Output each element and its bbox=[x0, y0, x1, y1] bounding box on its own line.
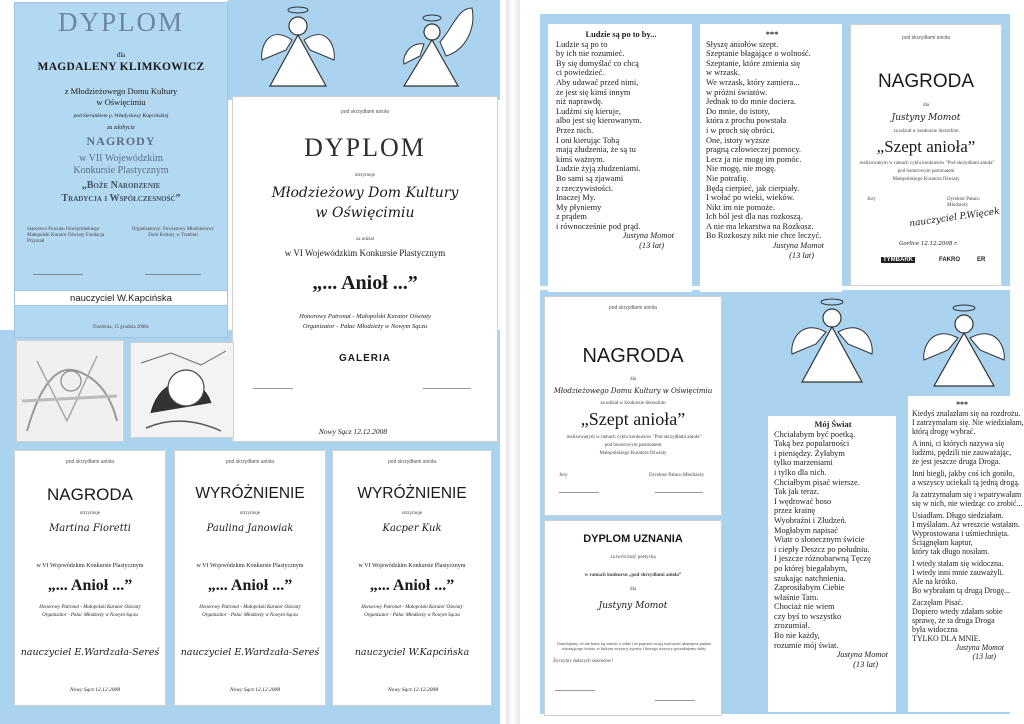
diploma-main-award: NAGRODY bbox=[86, 134, 156, 148]
small-award-1 bbox=[14, 450, 166, 706]
award-mid-line-c: Małopolskiego Kuratora Oświaty bbox=[599, 451, 667, 456]
poem-line: Inni biegli, jakby coś ich goniło, bbox=[912, 469, 1015, 478]
diploma-main-theme-2: Tradycja i Współczesność” bbox=[61, 193, 181, 204]
small-award-1-competition: w VI Wojewódzkim Konkursie Plastycznym bbox=[36, 563, 144, 569]
poem-line: A nie ma lekarstwa na Rozkosz. bbox=[706, 221, 814, 231]
diploma-main-name: MAGDALENY KLIMKOWICZ bbox=[37, 61, 205, 73]
poem-line: w próżni światów. bbox=[706, 87, 768, 97]
poem-4-age: (13 lat) bbox=[972, 652, 996, 661]
small-award-1-title: NAGRODA bbox=[47, 485, 133, 504]
award-top-title: NAGRODA bbox=[877, 71, 975, 92]
poem-1-age: (13 lat) bbox=[639, 241, 664, 251]
signature bbox=[33, 265, 83, 275]
award-top-line-a: realizowanym w ramach cyklu konkursów "Pod skrzydłami anioła" bbox=[859, 161, 995, 166]
poem-line: właśnie Tam. bbox=[774, 592, 819, 602]
award-mid-line-a: realizowanym w ramach cyklu konkursów "Pod skrzydłami anioła" bbox=[566, 435, 702, 440]
poem-line: zrozumiał. bbox=[774, 621, 810, 631]
poem-line: Nie mogę, nie mogę. bbox=[706, 164, 777, 174]
diploma-recognition-name: Justyny Momot bbox=[598, 601, 668, 611]
poem-1 bbox=[548, 24, 692, 292]
poem-line: z prądem bbox=[556, 212, 587, 222]
small-award-1-awarded: otrzymuje bbox=[79, 511, 101, 516]
poem-line: Taką bez popularności bbox=[774, 439, 850, 449]
poem-line: I wędrować boso bbox=[774, 496, 832, 506]
award-top-participation: za udział w konkursie literackim bbox=[893, 129, 959, 134]
poem-line: Kiedyś znalazłam się na rozdrożu. bbox=[912, 409, 1021, 418]
poem-line: Wyobraźni i Złudzeń. bbox=[774, 515, 847, 525]
poem-2-age: (13 lat) bbox=[789, 250, 814, 260]
poem-line: pragną człowieczej pomocy. bbox=[706, 145, 802, 155]
signature bbox=[253, 379, 293, 389]
small-award-2-date: Nowy Sącz 12.12.2008 bbox=[229, 687, 281, 693]
logo-pod-skrzydlami: pod skrzydłami anioła bbox=[608, 305, 658, 311]
poem-3-title: Mój Świat bbox=[814, 420, 852, 429]
poem-line: Ja zatrzymałam się i wpatrywałam bbox=[912, 490, 1022, 499]
artwork-sketch-1 bbox=[16, 340, 124, 442]
diploma-mdk-competition: w VI Wojewódzkim Konkursie Plastycznym bbox=[284, 248, 446, 258]
poem-line: I jeszcze różnobarwną Tęczę bbox=[774, 554, 871, 564]
logo-pod-skrzydlami: pod skrzydłami anioła bbox=[340, 109, 390, 115]
award-mid-name: Młodzieżowego Domu Kultury w Oświęcimiu bbox=[553, 387, 713, 395]
angel-icon bbox=[786, 296, 878, 388]
poem-line: niż naprawdę. bbox=[556, 97, 603, 107]
poem-line: Szeptanie błagające o wolność. bbox=[706, 49, 811, 59]
small-award-1-name: Martina Fioretti bbox=[49, 523, 131, 534]
award-mid-theme: „Szept anioła” bbox=[580, 409, 686, 429]
award-mid bbox=[544, 296, 722, 516]
poem-line: ci powiedzieć. bbox=[556, 68, 605, 78]
poem-line: Bo nie każdy, bbox=[774, 631, 820, 641]
diploma-mdk-patron: Honorowy Patronat - Małopolski Kurator Oświaty bbox=[299, 313, 431, 320]
poem-line: Bo Rozkoszy nikt nie chce leczyć. bbox=[706, 231, 822, 241]
poem-4-body bbox=[912, 409, 1024, 643]
poem-line: po której biegałabym, bbox=[774, 563, 848, 573]
poem-line: albo jest się kierowanym. bbox=[556, 116, 642, 126]
sponsor-logo: ER bbox=[977, 257, 986, 263]
poem-line: I wtedy stałam się widoczna. bbox=[912, 559, 1004, 568]
poem-line: Dopiero wtedy zdałam sobie bbox=[912, 607, 1003, 616]
diploma-main-theme-1: „Boże Narodzenie bbox=[81, 180, 161, 191]
diploma-mdk-participation: za udział bbox=[356, 237, 374, 242]
small-award-3-organizer: Organizator - Pałac Młodzieży w Nowym Sączu bbox=[364, 613, 460, 618]
small-award-1-patron: Honorowy Patronat - Małopolski Kurator Oświaty bbox=[39, 605, 141, 610]
poem-line: którą drogę wybrać. bbox=[912, 427, 976, 436]
poem-3-body bbox=[774, 430, 892, 651]
small-award-2-patron: Honorowy Patronat - Małopolski Kurator Oświaty bbox=[199, 605, 301, 610]
poem-line: Chciałbym pisać wiersze. bbox=[774, 477, 860, 487]
small-award-3-theme: „... Anioł ...” bbox=[369, 577, 455, 594]
poem-line: By się domyślać co chcą bbox=[556, 58, 639, 68]
poem-line: Usiadłam. Długo siedziałam. bbox=[912, 511, 1004, 520]
poem-1-author: Justyna Momot bbox=[622, 231, 674, 241]
diploma-recognition-line-1: za twórczość poetycką bbox=[610, 555, 656, 560]
page-fold bbox=[506, 0, 520, 724]
poem-line: Aby udawać przed nimi, bbox=[556, 77, 639, 87]
diploma-main-teacher: nauczyciel W.Kapcińska bbox=[15, 290, 227, 306]
poem-3-age: (13 lat) bbox=[853, 659, 878, 669]
poem-line: Zaczęłam Pisać. bbox=[912, 598, 964, 607]
diploma-main-organizers-left: Starostwo Powiatu Oświęcimskiego Małopolski Kurator Oświaty Fundacja Przystań bbox=[27, 227, 105, 244]
logo-pod-skrzydlami: pod skrzydłami anioła bbox=[901, 35, 951, 41]
diploma-main-date: Trzebinia, 15 grudnia 2008r. bbox=[92, 325, 150, 330]
award-top-line-b: pod honorowym patronatem bbox=[897, 169, 955, 174]
signature bbox=[559, 483, 599, 493]
small-award-2-awarded: otrzymuje bbox=[239, 511, 261, 516]
signature bbox=[655, 483, 703, 493]
small-award-2-competition: w VI Wojewódzkim Konkursie Plastycznym bbox=[196, 563, 304, 569]
signature bbox=[555, 681, 595, 691]
award-top-date: Gorlice 12.12.2008 r. bbox=[899, 241, 958, 247]
poem-line: TYLKO DLA MNIE. bbox=[912, 634, 981, 643]
poem-line: I oni kierując Tobą bbox=[556, 135, 620, 145]
gallery-logo: GALERIA bbox=[339, 353, 391, 364]
diploma-recognition-line-3: dla bbox=[629, 587, 637, 592]
poem-line: rozumie mój świat. bbox=[774, 640, 839, 650]
diploma-mdk-theme: „... Anioł ...” bbox=[312, 272, 418, 294]
small-award-3-teacher: nauczyciel W.Kapcińska bbox=[354, 647, 470, 658]
award-top-director: Dyrektor Pałacu Młodzieży bbox=[947, 197, 980, 208]
poem-line: Wiatr o słonecznym świcie bbox=[774, 535, 865, 545]
poem-1-title: Ludzie są po to by... bbox=[585, 30, 657, 39]
poem-line: Ale na krótko. bbox=[912, 577, 958, 586]
poem-line: czy byś to wszystko bbox=[774, 611, 842, 621]
small-award-1-teacher: nauczyciel E.Wardzała-Sereś bbox=[20, 647, 160, 658]
poem-2-title: *** bbox=[765, 30, 779, 39]
angel-icon bbox=[258, 4, 338, 90]
poem-line: w wrzask. bbox=[706, 68, 740, 78]
poem-line: że jest jeszcze druga Droga. bbox=[912, 457, 1001, 466]
poem-line: i w proch się obróci. bbox=[706, 125, 775, 135]
poem-line: Wyprostowana i uśmiechnięta. bbox=[912, 529, 1010, 538]
poem-line: mają złudzenia, że są tu bbox=[556, 145, 636, 155]
poem-4-title: *** bbox=[956, 400, 968, 409]
diploma-mdk-title: DYPLOM bbox=[304, 133, 426, 162]
poem-line: I myślałam. Aż wreszcie wstałam. bbox=[912, 520, 1020, 529]
poem-line: Będą cierpieć, jak cierpiały. bbox=[706, 183, 800, 193]
award-top-name: Justyny Momot bbox=[891, 113, 961, 123]
award-top-jury: Jury bbox=[867, 197, 876, 202]
small-award-3-date: Nowy Sącz 12.12.2008 bbox=[387, 687, 439, 693]
diploma-main-competition-1: w VII Wojewódzkim bbox=[79, 153, 163, 164]
poem-line: kimś ważnym. bbox=[556, 154, 605, 164]
award-top bbox=[850, 24, 1002, 286]
award-mid-director: Dyrektor Pałacu Młodzieży bbox=[649, 473, 705, 478]
diploma-mdk-recipient-2: w Oświęcimiu bbox=[315, 205, 415, 221]
logo-pod-skrzydlami: pod skrzydłami anioła bbox=[65, 459, 115, 465]
poem-line: która z prochu powstała bbox=[706, 116, 787, 126]
award-top-for: dla bbox=[922, 103, 930, 108]
diploma-mdk-awarded: otrzymuje bbox=[354, 173, 376, 178]
poem-line: i tylko dla nich. bbox=[774, 467, 827, 477]
diploma-main-for-winning: za zdobycie bbox=[107, 125, 135, 131]
diploma-main-organizers-right: Organizatorzy: Powiatowy Młodzieżowy Dom Kultury w Trzebini bbox=[131, 227, 215, 238]
poem-line: Inaczej My. bbox=[556, 193, 596, 203]
diploma-main bbox=[14, 2, 228, 338]
angel-icon bbox=[396, 4, 480, 90]
poem-line: My płyniemy bbox=[556, 202, 602, 212]
sponsor-logo: FAKRO bbox=[939, 257, 960, 263]
logo-pod-skrzydlami: pod skrzydłami anioła bbox=[225, 459, 275, 465]
poem-line: z rzeczywistości. bbox=[556, 183, 614, 193]
poem-line: była widoczna bbox=[912, 625, 958, 634]
poem-4 bbox=[908, 396, 1024, 712]
poem-2-author: Justyna Momot bbox=[772, 241, 824, 251]
poem-line: Ściągnęłam kaptur, bbox=[912, 538, 973, 547]
poem-3 bbox=[768, 416, 896, 712]
poem-1-body bbox=[556, 40, 686, 232]
poem-line: Chciałabym być poetką. bbox=[774, 429, 856, 439]
poem-2 bbox=[700, 24, 842, 292]
poem-line: Ludźmi się kieruje, bbox=[556, 106, 621, 116]
poem-line: A inni, ci których nazywa się bbox=[912, 439, 1005, 448]
poem-line: Bo wybrałam tą drugą Drogę... bbox=[912, 586, 1010, 595]
poem-line: się w nich, nie wiedząc co zrobić... bbox=[912, 499, 1023, 508]
small-award-3-patron: Honorowy Patronat - Małopolski Kurator Oświaty bbox=[361, 605, 463, 610]
poem-line: Ludzie żyją złudzeniami. bbox=[556, 164, 641, 174]
poem-3-author: Justyna Momot bbox=[836, 650, 888, 660]
poem-line: We wrzask, który zamiera... bbox=[706, 77, 800, 87]
poem-line: sprawę, że ta druga Droga bbox=[912, 616, 995, 625]
artwork-sketch-2 bbox=[130, 342, 234, 438]
poem-line: I wtedy inni mnie zauważyli. bbox=[912, 568, 1004, 577]
poem-line: Chociaż nie wiem bbox=[774, 602, 835, 612]
award-top-theme: „Szept anioła” bbox=[876, 137, 976, 156]
award-mid-line-b: pod honorowym patronatem bbox=[604, 443, 662, 448]
diploma-mdk-organizer: Organizator - Pałac Młodzieży w Nowym Sączu bbox=[302, 323, 428, 330]
poem-line: ludźmi, pędzili nie zauważając, bbox=[912, 448, 1012, 457]
poem-line: Lecz ja nie mogę im pomóc. bbox=[706, 154, 802, 164]
poem-line: i ciepły Deszcz po południu. bbox=[774, 544, 870, 554]
small-award-3-name: Kacper Kuk bbox=[382, 523, 442, 534]
angel-icon bbox=[918, 300, 1010, 392]
poem-line: Nie potrafię. bbox=[706, 173, 749, 183]
diploma-mdk-date: Nowy Sącz 12.12.2008 bbox=[318, 427, 388, 436]
small-award-3 bbox=[332, 450, 492, 706]
diploma-main-for: dla bbox=[116, 51, 126, 59]
signature bbox=[423, 379, 471, 389]
small-award-3-awarded: otrzymuje bbox=[401, 511, 423, 516]
small-award-3-title: WYRÓŻNIENIE bbox=[357, 485, 467, 502]
poem-line: Tak jak teraz. bbox=[774, 487, 820, 497]
diploma-main-title: DYPLOM bbox=[57, 7, 184, 37]
diploma-mdk bbox=[232, 96, 498, 442]
small-award-2-theme: „... Anioł ...” bbox=[207, 577, 293, 594]
award-mid-participation: za udział w konkursie literackim bbox=[600, 401, 666, 406]
small-award-2 bbox=[174, 450, 326, 706]
small-award-2-organizer: Organizator - Pałac Młodzieży w Nowym Sączu bbox=[202, 613, 298, 618]
diploma-recognition-wish: Życzymy dalszych sukcesów! bbox=[553, 659, 613, 664]
poem-line: Szeptanie, które zmienia się bbox=[706, 58, 800, 68]
award-top-line-c: Małopolskiego Kuratora Oświaty bbox=[892, 177, 960, 182]
poem-line: Nikt im nie pomoże. bbox=[706, 202, 775, 212]
signature bbox=[145, 265, 201, 275]
sponsor-logo: TYMBARK bbox=[883, 257, 913, 263]
diploma-recognition bbox=[544, 520, 722, 716]
poem-line: One, istoty wyższe bbox=[706, 135, 770, 145]
poem-line: który tak długo nosiłam. bbox=[912, 547, 990, 556]
poem-line: szukając natchnienia. bbox=[774, 573, 846, 583]
small-award-2-name: Paulina Janowiak bbox=[206, 523, 294, 534]
poem-line: a wszyscy uciekali tą jedną drogą. bbox=[912, 478, 1020, 487]
poem-line: I wołać po wieki, wieków. bbox=[706, 193, 795, 203]
poem-4-author: Justyna Momot bbox=[955, 643, 1004, 652]
poem-line: i pieniędzy. Żyłabym bbox=[774, 448, 845, 458]
poem-line: tylko marzeniami bbox=[774, 458, 833, 468]
poem-2-body bbox=[706, 40, 838, 241]
small-award-2-title: WYRÓŻNIENIE bbox=[195, 485, 305, 502]
poem-line: i równocześnie pod prąd. bbox=[556, 221, 641, 231]
poem-line: że jest się kimś innym bbox=[556, 87, 631, 97]
diploma-main-from-1: z Młodzieżowego Domu Kultury bbox=[64, 86, 178, 96]
small-award-1-date: Nowy Sącz 12.12.2008 bbox=[69, 687, 121, 693]
poem-line: I zatrzymałam się. Nie wiedziałam, bbox=[912, 418, 1024, 427]
poem-line: Ich ból jest dla nas rozkoszą. bbox=[706, 212, 803, 222]
diploma-mdk-recipient-1: Młodzieżowy Dom Kultury bbox=[271, 185, 459, 201]
award-mid-jury: Jury bbox=[559, 473, 568, 478]
diploma-main-from-2: w Oświęcimiu bbox=[96, 97, 146, 107]
logo-pod-skrzydlami: pod skrzydłami anioła bbox=[387, 459, 437, 465]
poem-line: Ludzie są po to bbox=[556, 39, 608, 49]
diploma-main-competition-2: Konkursie Plastycznym bbox=[73, 165, 169, 176]
award-mid-title: NAGRODA bbox=[582, 345, 684, 367]
poem-line: Bo sami są zjawami bbox=[556, 173, 624, 183]
small-award-1-theme: „... Anioł ...” bbox=[47, 577, 133, 594]
small-award-3-competition: w VI Wojewódzkim Konkursie Plastycznym bbox=[358, 563, 466, 569]
award-mid-for: dla bbox=[629, 377, 637, 382]
poem-line: Słyszę aniołów szept. bbox=[706, 39, 779, 49]
signature bbox=[655, 691, 695, 701]
diploma-recognition-line-2: w ramach konkursu „pod skrzydłami anioła” bbox=[584, 573, 682, 578]
poem-line: Przez nich. bbox=[556, 125, 594, 135]
diploma-recognition-footer: Gratulujemy, że nie boisz się mówić o sobie i że poprzez swoją twórczość ukazujesz piękno otaczającego świata, w którym wszyscy żyjemy i którego wszyscy poszukujemy dalej. bbox=[556, 641, 712, 651]
diploma-recognition-title: DYPLOM UZNANIA bbox=[583, 533, 683, 545]
small-award-1-organizer: Organizator - Pałac Młodzieży w Nowym Sączu bbox=[42, 613, 138, 618]
small-award-2-teacher: nauczyciel E.Wardzała-Sereś bbox=[180, 647, 320, 658]
poem-line: Jednak to do mnie dociera. bbox=[706, 97, 797, 107]
poem-line: Mogłabym napisać bbox=[774, 525, 838, 535]
poem-line: by ich nie rozumieć. bbox=[556, 49, 625, 59]
poem-line: przez krainę bbox=[774, 506, 816, 516]
poem-line: Zaprosiłabym Ciebie bbox=[774, 583, 845, 593]
diploma-main-guidance: pod kierunkiem p. Władysławy Kapcińskiej bbox=[73, 113, 169, 119]
award-top-teacher: nauczyciel P.Więcek bbox=[908, 206, 1001, 230]
poem-line: Do mnie, do istoty, bbox=[706, 106, 770, 116]
